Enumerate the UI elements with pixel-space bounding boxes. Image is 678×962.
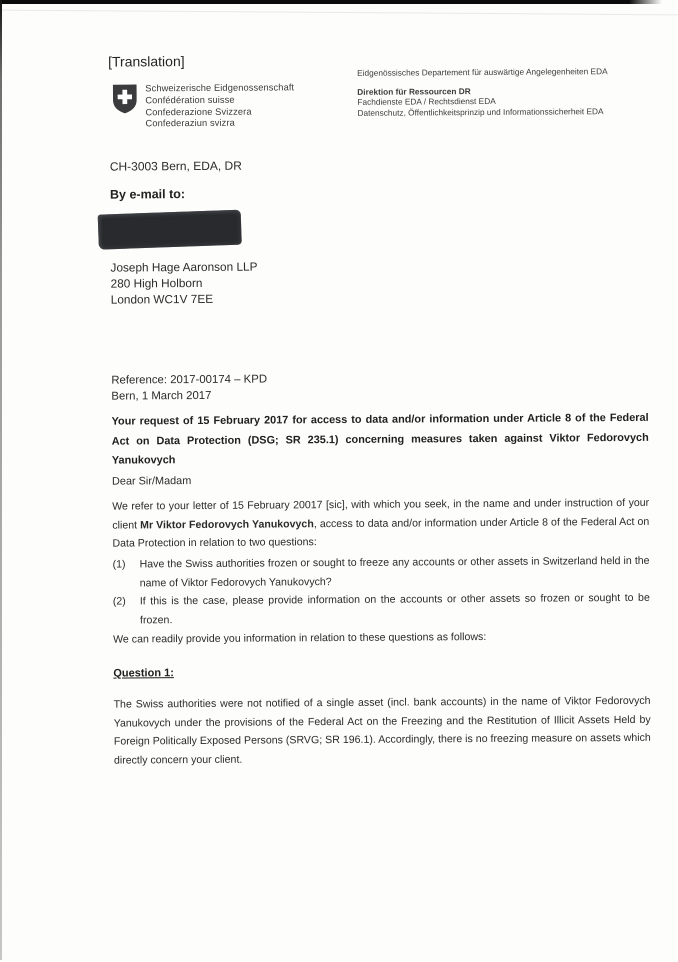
intro-text-part2: , access to data and/or information under Article 8 of the Federal Act on Data Protection in relation to two questions: <box>112 515 650 550</box>
unit-line: Datenschutz, Öffentlichkeitsprinzip und Informationssicherheit EDA <box>357 105 604 118</box>
question-1-text: Have the Swiss authorities frozen or sought to freeze any accounts or other assets in Switzerland held in the name of Viktor Fedorovych Yanukovych? <box>139 554 650 589</box>
question-2-text: If this is the case, please provide information on the accounts or other assets so frozen or sought to be frozen. <box>139 591 650 626</box>
division-name: Direktion für Ressourcen DR <box>357 85 471 97</box>
question-1-number: (1) <box>112 558 126 571</box>
transition-sentence: We can readily provide you information in relation to these questions as follows: <box>113 630 487 646</box>
question-2-number: (2) <box>112 595 126 608</box>
recipient-street: 280 High Holborn <box>110 275 203 291</box>
confederation-line-de: Schweizerische Eidgenossenschaft <box>145 82 295 94</box>
question-1-answer-paragraph: The Swiss authorities were not notified of a single asset (incl. bank accounts) in the name of Viktor Fedorovych Yanukovych under the provisions of the Federal Act on the Freezing and the Restitution of Illicit Assets Held by Foreign Politically Exposed Persons (SRVG; SR 196.1). Accordingly, there is no freezing measure on assets which directly concern your client. <box>113 694 651 767</box>
subject-line: Your request of 15 February 2017 for access to data and/or information under Article 8 of the Federal Act on Data Protection (DSG; SR 235.1) concerning measures taken against Viktor Fedorovych Yanukovych <box>111 411 649 467</box>
question-1-heading: Question 1: <box>113 667 174 680</box>
confederation-line-rm: Confederaziun svizra <box>145 118 235 129</box>
reference-line: Reference: 2017-00174 – KPD <box>111 373 268 387</box>
question-item-2 <box>113 589 650 630</box>
confederation-name-block <box>145 82 294 130</box>
delivery-method-label: By e-mail to: <box>109 187 186 202</box>
redacted-email-block <box>98 210 242 250</box>
department-name: Eidgenössisches Departement für auswärtige Angelegenheiten EDA <box>357 66 608 78</box>
translation-tag: [Translation] <box>108 53 185 70</box>
service-line: Fachdienste EDA / Rechtsdienst EDA <box>357 95 496 107</box>
swiss-coat-of-arms-icon <box>111 83 138 114</box>
recipient-address-block <box>110 259 257 308</box>
scan-top-edge-artifact <box>0 0 662 4</box>
recipient-name: Joseph Hage Aaronson LLP <box>110 259 258 275</box>
confederation-line-fr: Confédération suisse <box>145 94 235 106</box>
department-header-block <box>357 66 662 118</box>
questions-list <box>113 552 651 630</box>
sender-address-line: CH-3003 Bern, EDA, DR <box>109 158 242 174</box>
client-name-bold: Mr Viktor Fedorovych Yanukovych <box>140 517 314 531</box>
salutation: Dear Sir/Madam <box>111 475 192 488</box>
recipient-city: London WC1V 7EE <box>110 291 214 307</box>
reference-block <box>111 371 267 404</box>
place-date-line: Bern, 1 March 2017 <box>111 389 212 403</box>
intro-paragraph <box>112 494 649 553</box>
question-item-1 <box>113 552 650 593</box>
intro-text-part1: We refer to your letter of 15 February 20017 [sic], with which you seek, in the name and under instruction of your client <box>112 496 650 532</box>
scan-left-edge-artifact <box>0 0 2 960</box>
confederation-line-it: Confederazione Svizzera <box>145 106 252 117</box>
